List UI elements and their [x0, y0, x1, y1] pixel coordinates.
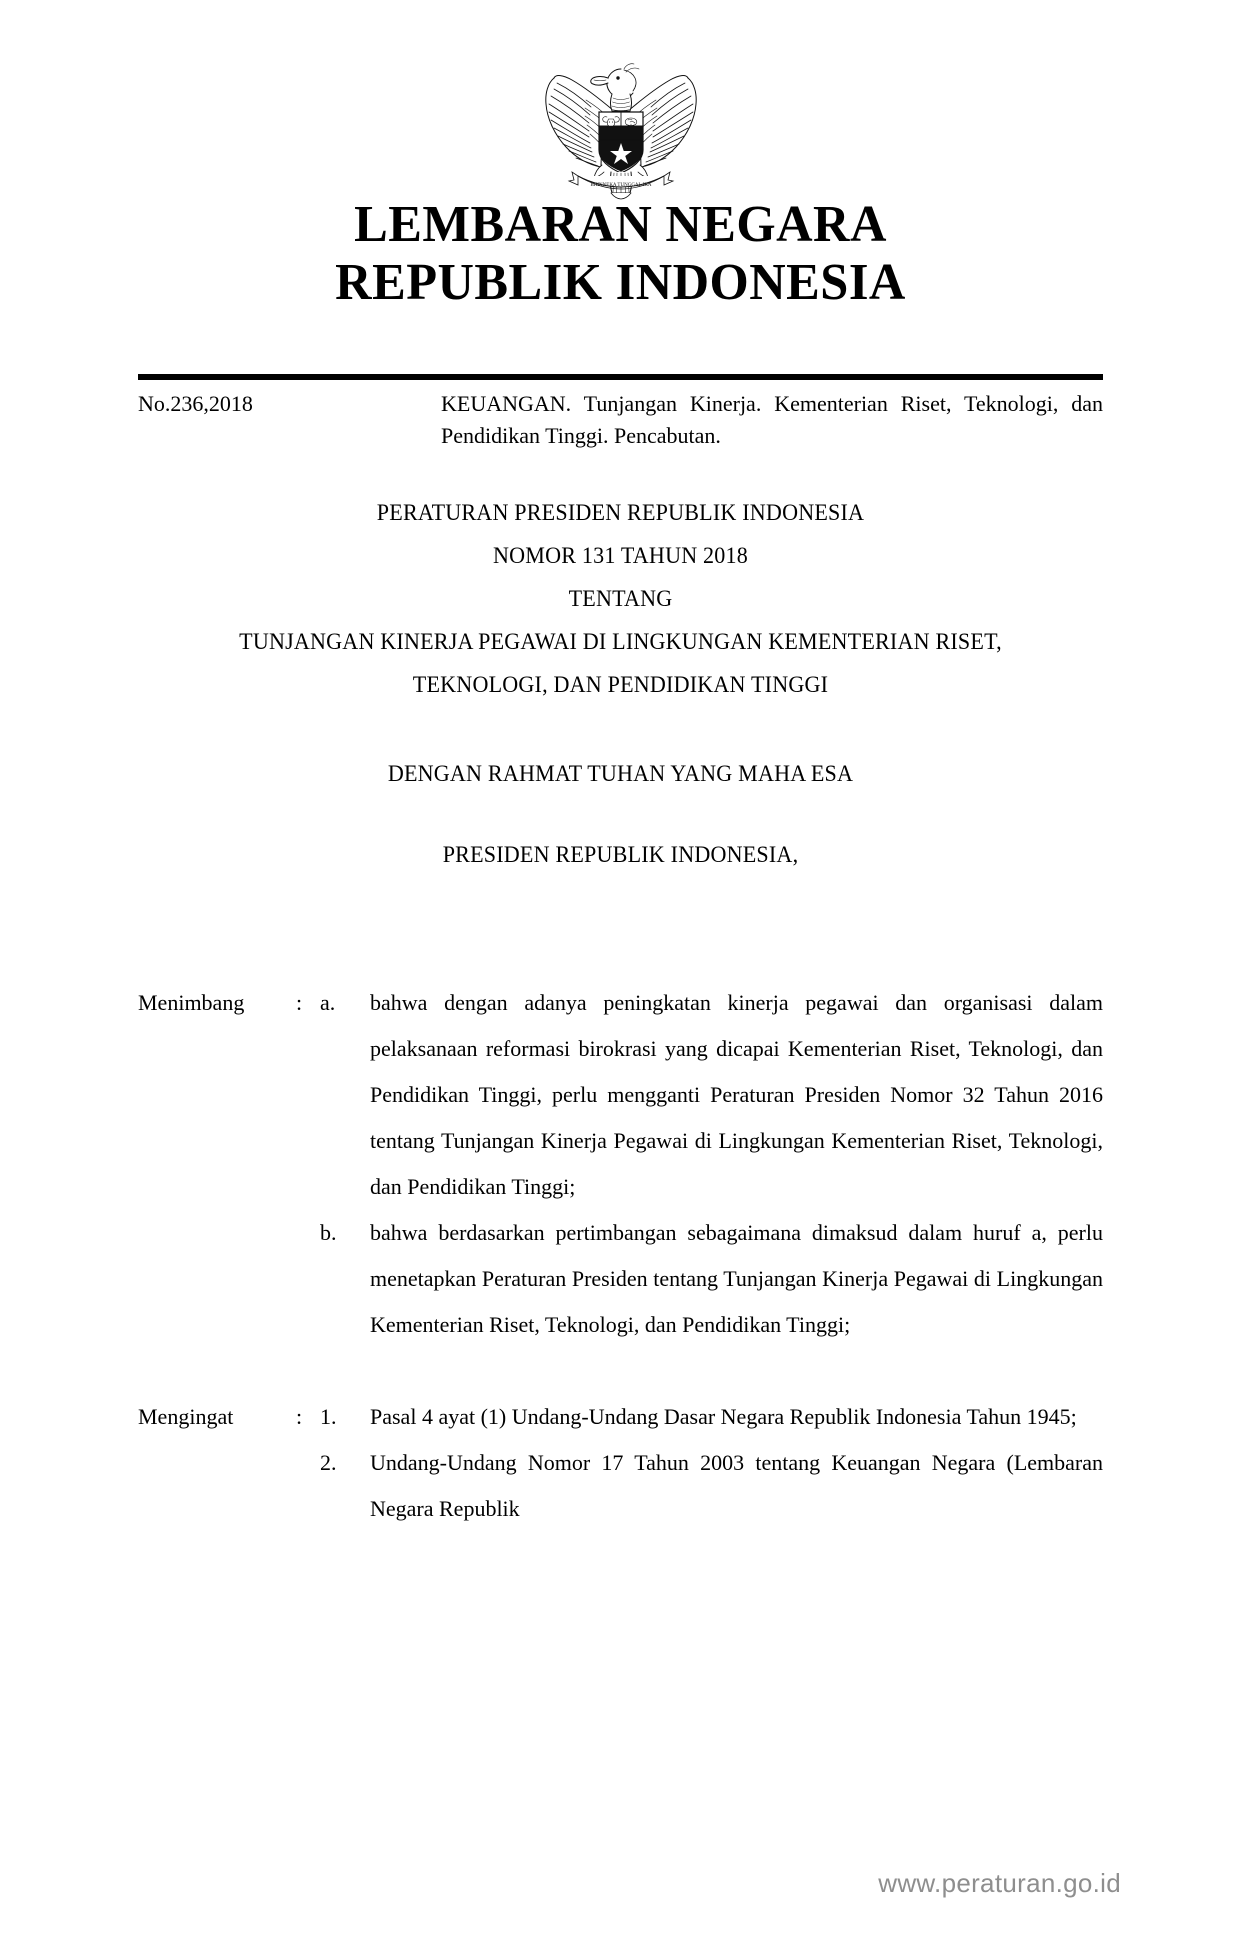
regulation-authority: PERATURAN PRESIDEN REPUBLIK INDONESIA: [376, 500, 865, 525]
clause-mengingat-label: Mengingat: [138, 1404, 234, 1429]
item-marker: 1.: [320, 1404, 337, 1429]
item-text: bahwa berdasarkan pertimbangan sebagaimana dimaksud dalam huruf a, perlu menetapkan Peraturan Presiden tentang Tunjangan Kinerja Pegawai di Lingkungan Kementerian Riset, Teknologi, dan Pendidikan Tinggi;: [370, 1220, 1103, 1337]
item-text: Undang-Undang Nomor 17 Tahun 2003 tentang Keuangan Negara (Lembaran Negara Republik: [370, 1450, 1103, 1521]
issuer-line: PRESIDEN REPUBLIK INDONESIA,: [442, 842, 799, 867]
clause-mengingat-colon: :: [296, 1404, 303, 1429]
footer-watermark: www.peraturan.go.id: [878, 1868, 1121, 1898]
masthead: [0, 196, 1241, 312]
item-text: bahwa dengan adanya peningkatan kinerja pegawai dan organisasi dalam pelaksanaan reformasi birokrasi yang dicapai Kementerian Riset, Teknologi, dan Pendidikan Tinggi, perlu mengganti Peraturan Presiden Nomor 32 Tahun 2016 tentang Tunjangan Kinerja Pegawai di Lingkungan Kementerian Riset, Teknologi, dan Pendidikan Tinggi;: [370, 990, 1103, 1199]
gazette-subject: KEUANGAN. Tunjangan Kinerja. Kementerian Riset, Teknologi, dan Pendidikan Tinggi. Pencabutan.: [441, 391, 1103, 448]
regulation-subject-line-2: TEKNOLOGI, DAN PENDIDIKAN TINGGI: [412, 672, 829, 697]
item-marker: 2.: [320, 1450, 337, 1475]
header-divider-rule: [138, 374, 1103, 380]
list-item: [138, 980, 1103, 1210]
item-marker: b.: [320, 1220, 337, 1245]
clauses-container: [138, 980, 1103, 1532]
masthead-line-2: REPUBLIK INDONESIA: [335, 254, 906, 311]
clause-menimbang-colon: :: [296, 990, 303, 1015]
list-item: [138, 1394, 1103, 1440]
item-marker: a.: [320, 990, 336, 1015]
list-item: [138, 1210, 1103, 1348]
masthead-line-1: LEMBARAN NEGARA: [354, 196, 887, 253]
clause-mengingat: [138, 1394, 1103, 1532]
regulation-about-label: TENTANG: [568, 586, 673, 611]
gazette-number: No.236,2018: [138, 391, 253, 416]
title-spacer-1: [138, 717, 1103, 761]
title-block: [138, 500, 1103, 887]
clause-mengingat-items: [138, 1394, 1103, 1532]
title-spacer-2: [138, 806, 1103, 842]
blessing-line: DENGAN RAHMAT TUHAN YANG MAHA ESA: [387, 761, 854, 786]
garuda-pancasila-emblem: [526, 52, 716, 202]
clause-menimbang-items: [138, 980, 1103, 1348]
emblem-container: [0, 52, 1241, 207]
clause-gap: [138, 1348, 1103, 1394]
item-text: Pasal 4 ayat (1) Undang-Undang Dasar Negara Republik Indonesia Tahun 1945;: [370, 1404, 1077, 1429]
clause-menimbang: [138, 980, 1103, 1348]
emblem-motto-text: BHINNEKA TUNGGAL IKA: [589, 183, 652, 188]
list-item: [138, 1440, 1103, 1532]
regulation-number: NOMOR 131 TAHUN 2018: [493, 543, 748, 568]
regulation-subject-line-1: TUNJANGAN KINERJA PEGAWAI DI LINGKUNGAN KEMENTERIAN RISET,: [239, 629, 1002, 654]
footer: [0, 1868, 1241, 1899]
clause-menimbang-label: Menimbang: [138, 990, 245, 1015]
